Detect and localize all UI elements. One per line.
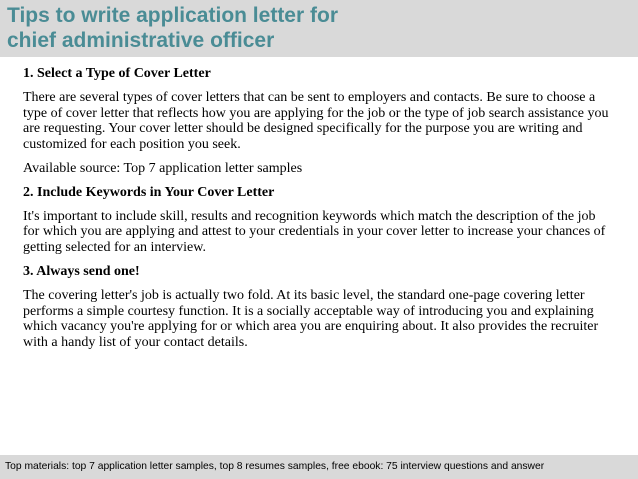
section-1-source-note: Available source: Top 7 application letter samples bbox=[23, 160, 303, 176]
page-title bbox=[7, 3, 338, 53]
title-band bbox=[0, 0, 638, 57]
page-title-line-2: chief administrative officer bbox=[7, 29, 275, 52]
footer-bar bbox=[0, 455, 638, 479]
section-1-heading: 1. Select a Type of Cover Letter bbox=[23, 66, 211, 81]
section-1-body: There are several types of cover letters that can be sent to employers and contacts. Be sure to choose a type of cover letter that reflects how you are applying for the job or the type of job search assistance you are requesting. Your cover letter should be designed specifically for the purpose you are writing and customized for each position you seek. bbox=[23, 89, 609, 153]
section-2-heading: 2. Include Keywords in Your Cover Letter bbox=[23, 184, 275, 200]
content bbox=[23, 66, 613, 351]
footer-text: Top materials: top 7 application letter samples, top 8 resumes samples, free ebook: 75 interview questions and answer bbox=[5, 461, 545, 472]
page-title-line-1: Tips to write application letter for bbox=[7, 4, 338, 27]
section-3-heading: 3. Always send one! bbox=[23, 263, 140, 279]
section-2-body: It's important to include skill, results and recognition keywords which match the description of the job for which you are applying and attest to your credentials in your cover letter to increase your chances of getting selected for an interview. bbox=[23, 208, 606, 256]
section-3-body: The covering letter's job is actually two fold. At its basic level, the standard one-page covering letter performs a simple courtesy function. It is a socially acceptable way of introducing you and explaining which vacancy you're applying for or which area you are enquiring about. It also provides the recruiter with a handy list of your contact details. bbox=[23, 287, 599, 351]
